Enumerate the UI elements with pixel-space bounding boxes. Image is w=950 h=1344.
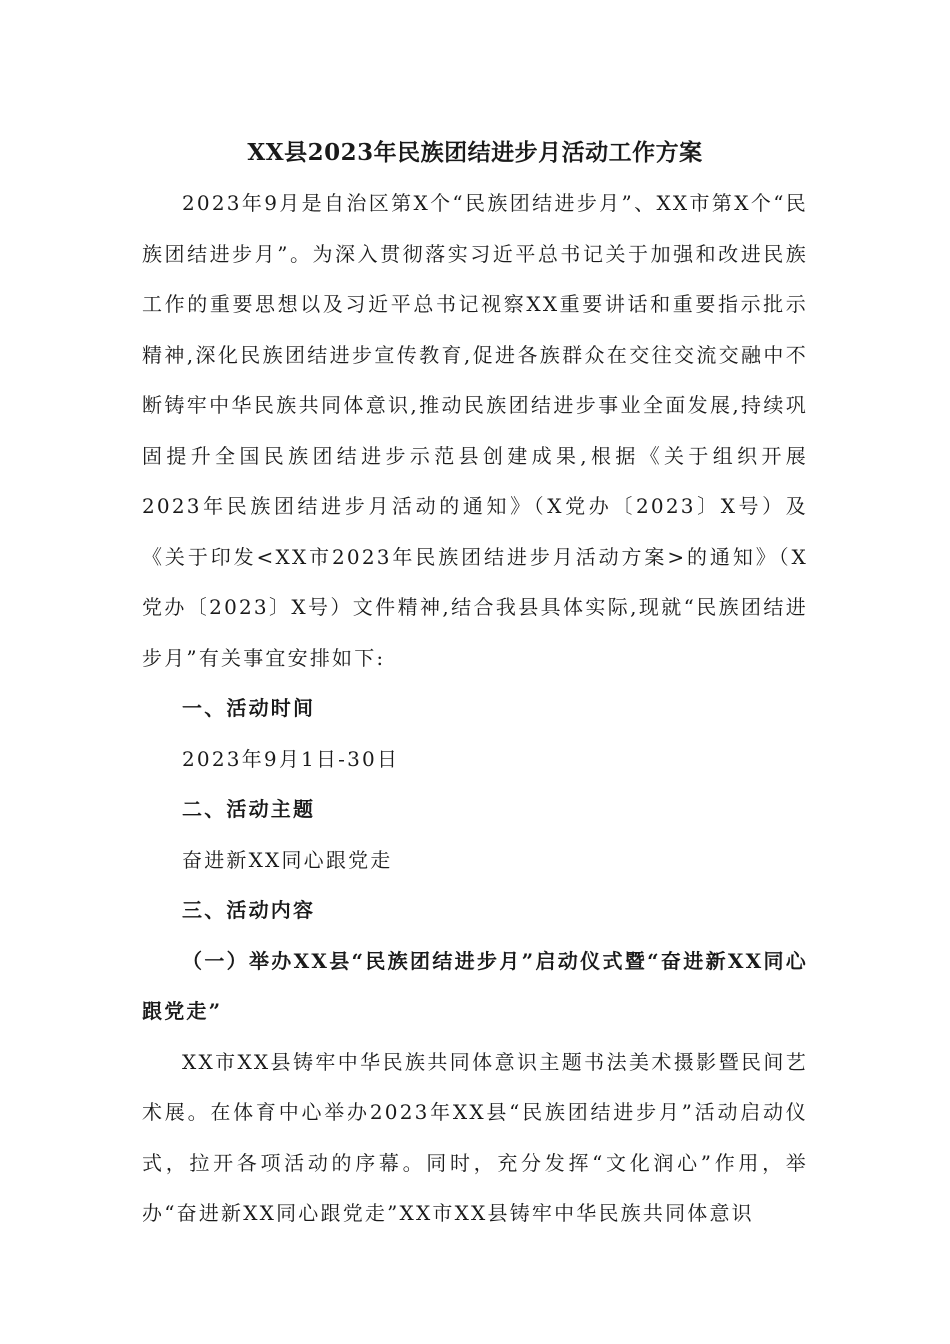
intro-paragraph: 2023年9月是自治区第X个“民族团结进步月”、XX市第X个“民族团结进步月”。为深入贯彻落实习近平总书记关于加强和改进民族工作的重要思想以及习近平总书记视察XX重要讲话和重要指示批示精神,深化民族团结进步宣传教育,促进各族群众在交往交流交融中不断铸牢中华民族共同体意识,推动民族团结进步事业全面发展,持续巩固提升全国民族团结进步示范县创建成果,根据《关于组织开展2023年民族团结进步月活动的通知》（X党办〔2023〕X号）及《关于印发<XX市2023年民族团结进步月活动方案>的通知》（X党办〔2023〕X号）文件精神,结合我县具体实际,现就“民族团结进步月”有关事宜安排如下:: [142, 191, 808, 670]
activity-time-text: 2023年9月1日-30日: [182, 746, 400, 771]
section-heading-activity-content: 三、活动内容: [182, 898, 316, 922]
section-heading-activity-time: 一、活动时间: [182, 696, 316, 720]
section-heading-activity-theme: 二、活动主题: [182, 797, 316, 821]
document-title: XX县2023年民族团结进步月活动工作方案: [247, 139, 703, 166]
launch-ceremony-paragraph: XX市XX县铸牢中华民族共同体意识主题书法美术摄影暨民间艺术展。在体育中心举办2023年XX县“民族团结进步月”活动启动仪式，拉开各项活动的序幕。同时，充分发挥“文化润心”作用，举办“奋进新XX同心跟党走”XX市XX县铸牢中华民族共同体意识: [142, 1049, 808, 1225]
subsection-heading-launch-ceremony: （一）举办XX县“民族团结进步月”启动仪式暨“奋进新XX同心跟党走”: [142, 948, 808, 1023]
activity-theme-text: 奋进新XX同心跟党走: [182, 847, 393, 872]
document-page: [142, 128, 808, 1239]
